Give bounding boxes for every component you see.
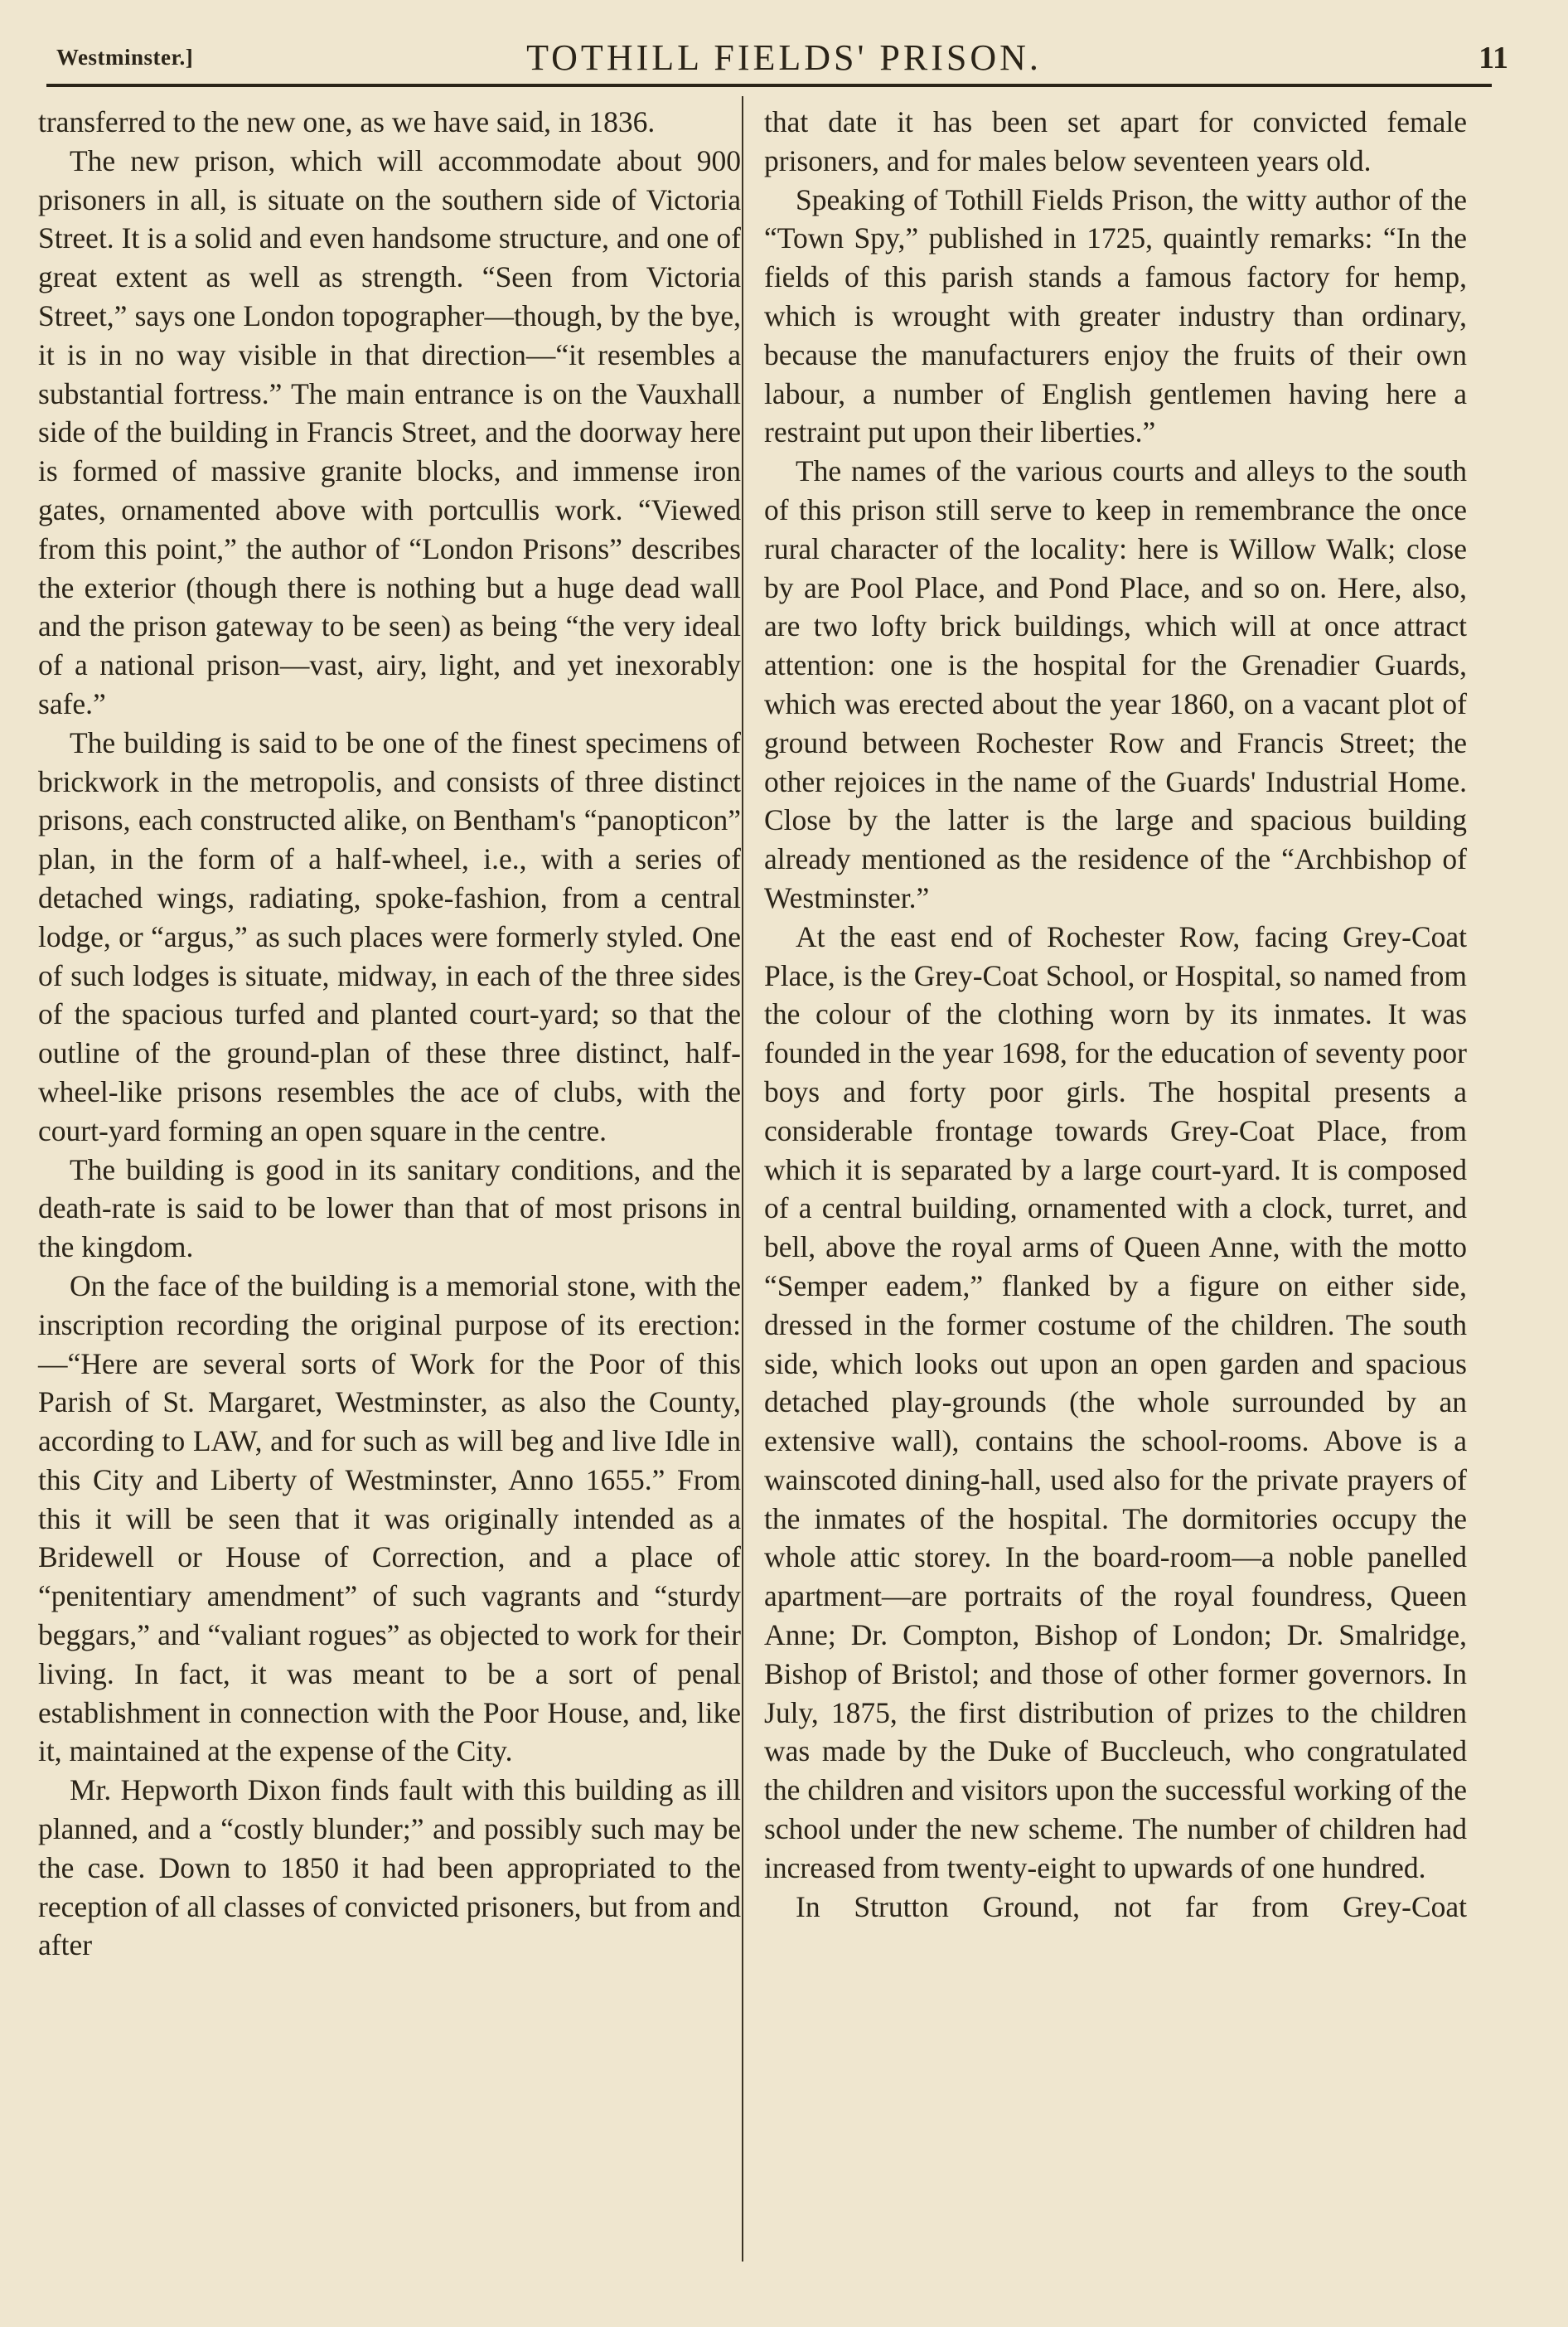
paragraph: Mr. Hepworth Dixon finds fault with this building as ill planned, and a “costly blunder;” and possibly such may be the case. Down to 1850 it had been appropriated to the reception of all classes of convicted prisoners, but from and after — [38, 1773, 741, 1962]
paragraph: Speaking of Tothill Fields Prison, the witty author of the “Town Spy,” published in 1725, quaintly remarks: “In the fields of this parish stands a famous factory for hemp, which is wrought with greater industry than ordinary, because the manufacturers enjoy the fruits of their own labour, a number of English gentlemen having here a restraint put upon their liberties.” — [764, 182, 1467, 449]
running-header — [50, 36, 1518, 83]
right-column — [764, 103, 1467, 1926]
header-rule — [46, 84, 1492, 87]
paragraph: At the east end of Rochester Row, facing Grey-Coat Place, is the Grey-Coat School, or Hospital, so named from the colour of the clothing worn by its inmates. It was founded in the year 1698, for the education of seventy poor boys and forty poor girls. The hospital presents a considerable frontage towards Grey-Coat Place, from which it is separated by a large court-yard. It is composed of a central building, ornamented with a clock, turret, and bell, above the royal arms of Queen Anne, with the motto “Semper eadem,” flanked by a figure on either side, dressed in the former costume of the children. The south side, which looks out upon an open garden and spacious detached play-grounds (the whole surrounded by an extensive wall), contains the school-rooms. Above is a wainscoted dining-hall, used also for the private prayers of the inmates of the hospital. The dormitories occupy the whole attic storey. In the board-room—a noble panelled apartment—are portraits of the royal foundress, Queen Anne; Dr. Compton, Bishop of London; Dr. Smalridge, Bishop of Bristol; and those of other former governors. In July, 1875, the first distribution of prizes to the children was made by the Duke of Buccleuch, who congratulated the children and visitors upon the successful working of the school under the new scheme. The number of children had increased from twenty-eight to upwards of one hundred. — [764, 919, 1467, 1884]
paragraph: On the face of the building is a memorial stone, with the inscription recording the original purpose of its erection:—“Here are several sorts of Work for the Poor of this Parish of St. Margaret, Westminster, as also the County, according to LAW, and for such as will beg and live Idle in this City and Liberty of Westminster, Anno 1655.” From this it will be seen that it was originally intended as a Bridewell or House of Correction, and a place of “penitentiary amendment” of such vagrants and “sturdy beggars,” and “valiant rogues” as objected to work for their living. In fact, it was meant to be a sort of penal establishment in connection with the Poor House, and, like it, maintained at the expense of the City. — [38, 1268, 741, 1768]
column-divider — [742, 96, 743, 2262]
page-number: 11 — [1478, 41, 1508, 75]
header-section-label: Westminster.] — [56, 45, 194, 70]
left-column — [38, 103, 741, 1965]
header-title: TOTHILL FIELDS' PRISON. — [526, 37, 1042, 78]
paragraph: The names of the various courts and alleys to the south of this prison still serve to keep in remembrance the once rural character of the locality: here is Willow Walk; close by are Pool Place, and Pond Place, and so on. Here, also, are two lofty brick buildings, which will at once attract attention: one is the hospital for the Grenadier Guards, which was erected about the year 1860, on a vacant plot of ground between Rochester Row and Francis Street; the other rejoices in the name of the Guards' Industrial Home. Close by the latter is the large and spacious building already mentioned as the residence of the “Archbishop of Westminster.” — [764, 454, 1467, 914]
paragraph: The building is good in its sanitary conditions, and the death-rate is said to be lower than that of most prisons in the kingdom. — [38, 1152, 741, 1264]
paragraph: In Strutton Ground, not far from Grey-Coat — [796, 1889, 1467, 1923]
paragraph: transferred to the new one, as we have said, in 1836. — [38, 105, 656, 138]
paragraph: The new prison, which will accommodate about 900 prisoners in all, is situate on the southern side of Victoria Street. It is a solid and even handsome structure, and one of great extent as well as strength. “Seen from Victoria Street,” says one London topographer—though, by the bye, it is in no way visible in that direction—“it resembles a substantial fortress.” The main entrance is on the Vauxhall side of the building in Francis Street, and the doorway here is formed of massive granite blocks, and immense iron gates, ornamented above with portcullis work. “Viewed from this point,” the author of “London Prisons” describes the exterior (though there is nothing but a huge dead wall and the prison gateway to be seen) as being “the very ideal of a national prison—vast, airy, light, and yet inexorably safe.” — [38, 143, 741, 720]
paragraph: The building is said to be one of the finest specimens of brickwork in the metropolis, and consists of three distinct prisons, each constructed alike, on Bentham's “panopticon” plan, in the form of a half-wheel, i.e., with a series of detached wings, radiating, spoke-fashion, from a central lodge, or “argus,” as such places were formerly styled. One of such lodges is situate, midway, in each of the three sides of the spacious turfed and planted court-yard; so that the outline of the ground-plan of these three distinct, half-wheel-like prisons resembles the ace of clubs, with the court-yard forming an open square in the centre. — [38, 725, 741, 1147]
paragraph: that date it has been set apart for convicted female prisoners, and for males below seventeen years old. — [764, 105, 1467, 177]
